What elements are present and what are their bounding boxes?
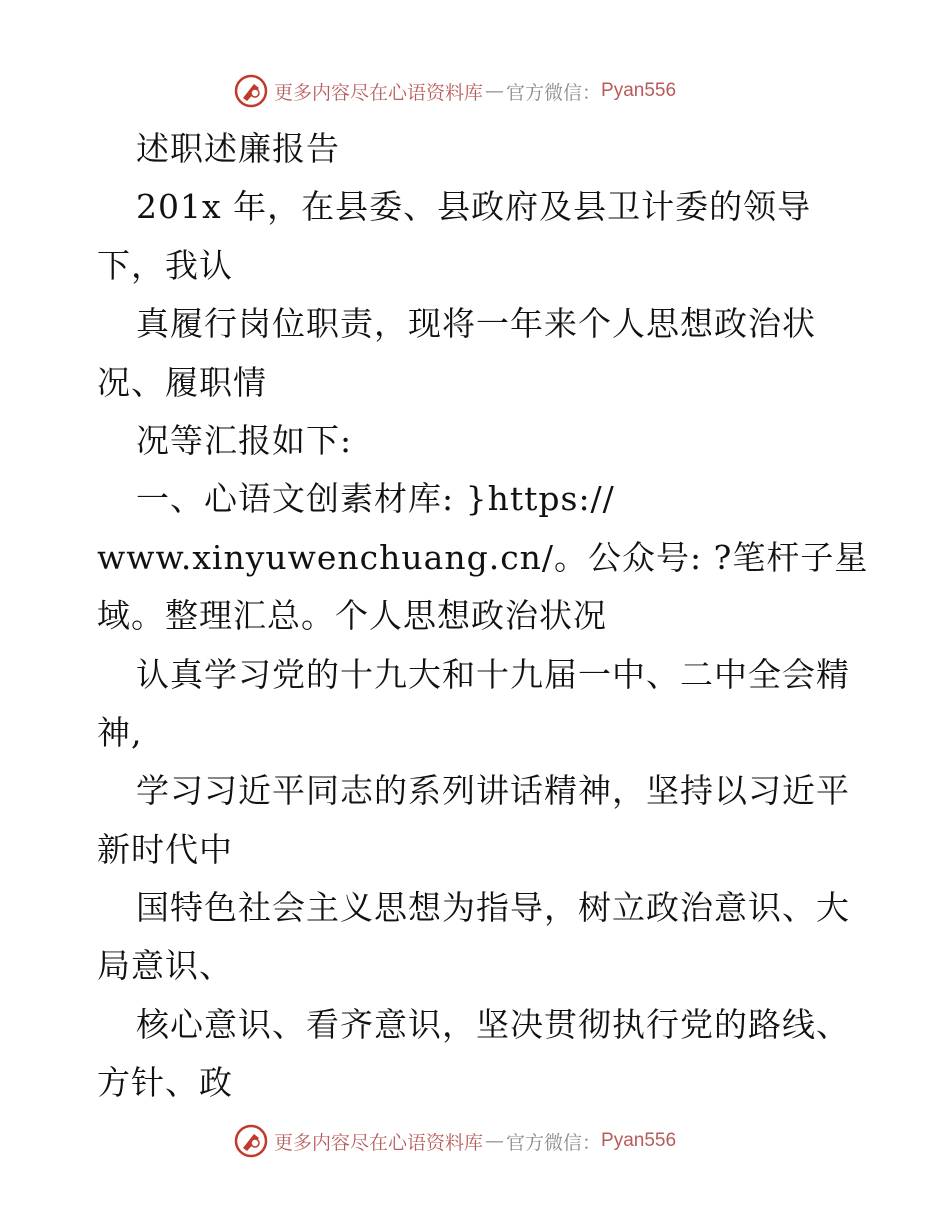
watermark-official-label: 官方微信： — [506, 1131, 602, 1154]
watermark-wechat-id: Pyan556 — [601, 80, 677, 101]
pen-nib-logo-icon — [234, 74, 268, 108]
url-line: www.xinyuwenchuang.cn/。公众号: ?笔杆子星 — [97, 537, 869, 577]
paragraph-line: 方针、政 — [97, 1063, 233, 1103]
paragraph-line: 真履行岗位职责，现将一年来个人思想政治状 — [136, 304, 816, 344]
paragraph-line: 域。整理汇总。个人思想政治状况 — [97, 596, 607, 636]
paragraph-line: 新时代中 — [97, 829, 233, 869]
section-heading-line: 一、心语文创素材库: }https:// — [136, 479, 615, 519]
document-title: 述职述廉报告 — [136, 129, 340, 168]
footer-watermark — [234, 1124, 676, 1158]
watermark-wechat-id: Pyan556 — [601, 1130, 677, 1151]
watermark-separator: — — [485, 1130, 505, 1152]
paragraph-line: 201x 年，在县委、县政府及县卫计委的领导 — [136, 187, 812, 227]
paragraph-line: 学习习近平同志的系列讲话精神，坚持以习近平 — [136, 771, 850, 811]
paragraph-line: 核心意识、看齐意识，坚决贯彻执行党的路线、 — [136, 1004, 850, 1044]
paragraph-line: 认真学习党的十九大和十九届一中、二中全会精 — [136, 654, 850, 694]
watermark-official-label: 官方微信： — [506, 81, 602, 104]
paragraph-line: 国特色社会主义思想为指导，树立政治意识、大 — [136, 888, 850, 928]
paragraph-line: 况等汇报如下: — [136, 420, 353, 460]
header-watermark — [234, 74, 676, 108]
paragraph-line: 神, — [97, 712, 143, 752]
watermark-text: 更多内容尽在心语资料库 — [274, 81, 484, 104]
paragraph-line: 局意识、 — [97, 946, 233, 986]
pen-nib-logo-icon — [234, 1124, 268, 1158]
watermark-separator: — — [485, 80, 505, 102]
paragraph-line: 下，我认 — [97, 245, 233, 285]
document-body — [97, 120, 867, 1113]
watermark-text: 更多内容尽在心语资料库 — [274, 1131, 484, 1154]
paragraph-line: 况、履职情 — [97, 362, 267, 402]
